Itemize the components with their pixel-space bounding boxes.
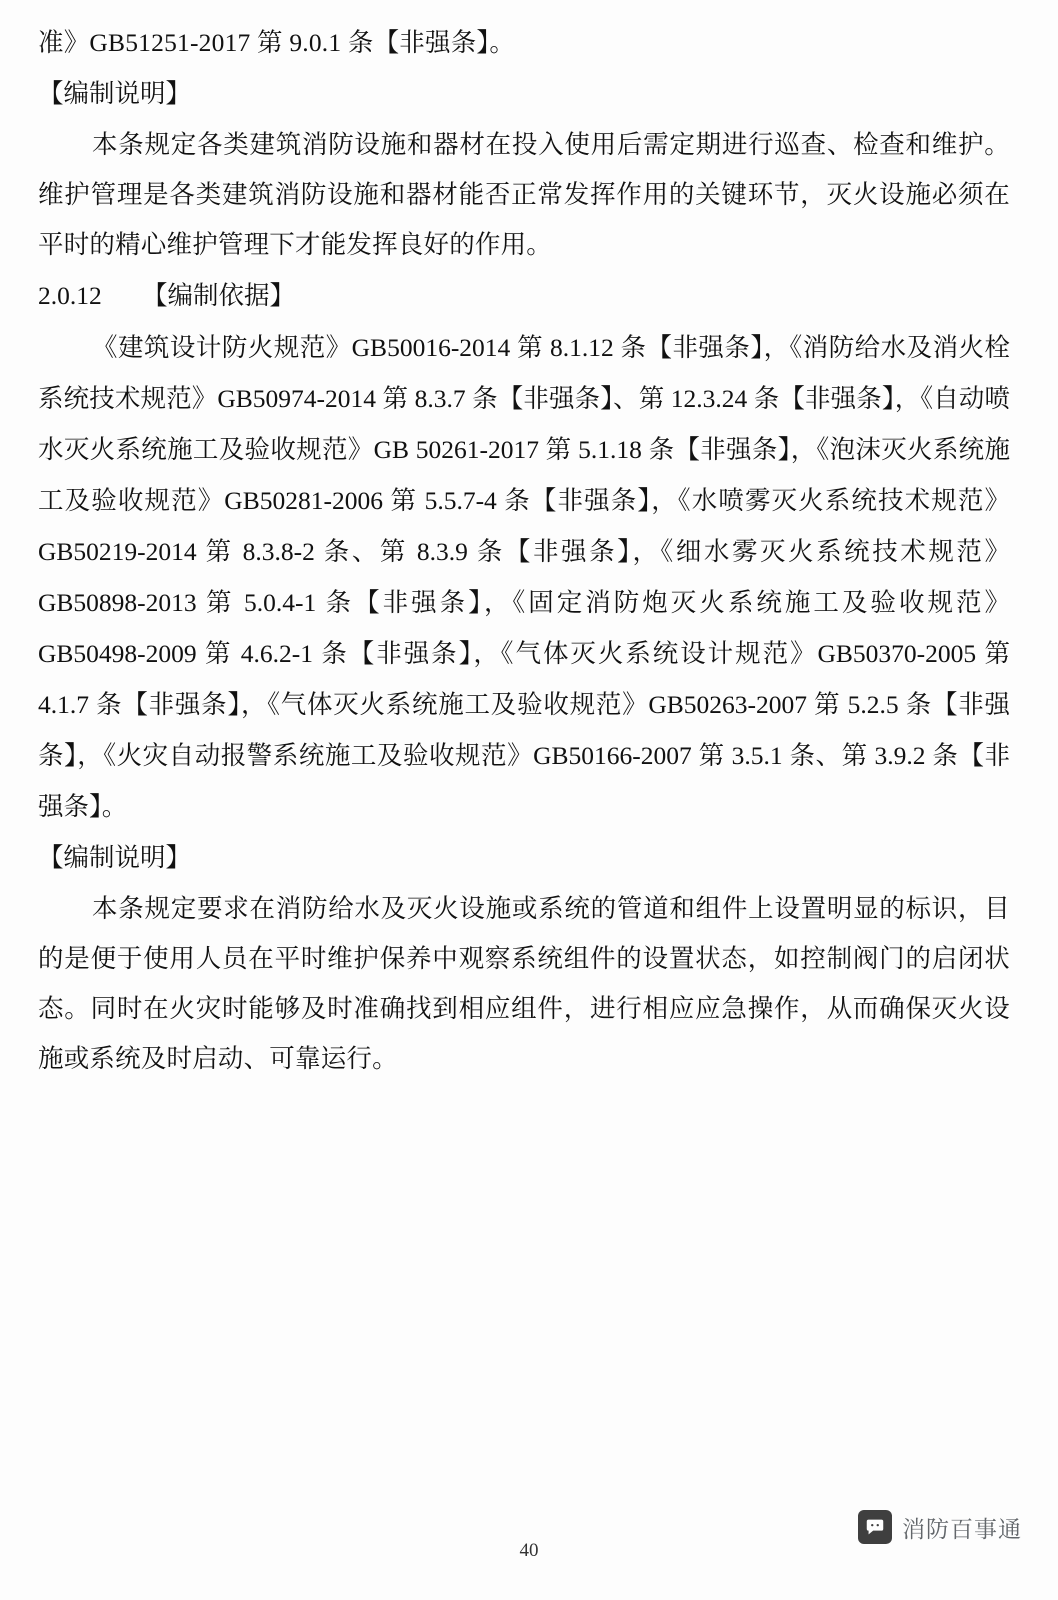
clause-number: 2.0.12 xyxy=(38,281,102,310)
clause-title: 【编制依据】 xyxy=(142,281,296,310)
paragraph-standard-references: 《建筑设计防火规范》GB50016-2014 第 8.1.12 条【非强条】，《消防给水及消火栓系统技术规范》GB50974-2014 第 8.3.7 条【非强条】、第 12.3.24 条【非强条】，《自动喷水灭火系统施工及验收规范》GB 50261-2017 第 5.1.18 条【非强条】，《泡沫灭火系统施工及验收规范》GB50281-2006 第 5.5.7-4 条【非强条】，《水喷雾灭火系统技术规范》GB50219-2014 第 8.3.8-2 条、第 8.3.9 条【非强条】，《细水雾灭火系统技术规范》GB50898-2013 第 5.0.4-1 条【非强条】，《固定消防炮灭火系统施工及验收规范》GB50498-2009 第 4.6.2-1 条【非强条】，《气体灭火系统设计规范》GB50370-2005 第 4.1.7 条【非强条】，《气体灭火系统施工及验收规范》GB50263-2007 第 5.2.5 条【非强条】，《火灾自动报警系统施工及验收规范》GB50166-2007 第 3.5.1 条、第 3.9.2 条【非强条】。 xyxy=(38,333,1010,821)
section-heading-compilation-notes-2: 【编制说明】 xyxy=(38,843,192,872)
page-body xyxy=(38,18,1010,1084)
page-number: 40 xyxy=(519,1540,539,1561)
paragraph-continuation-standard: 准》GB51251-2017 第 9.0.1 条【非强条】。 xyxy=(38,28,516,57)
paragraph-maintenance-explanation: 本条规定各类建筑消防设施和器材在投入使用后需定期进行巡查、检查和维护。维护管理是各类建筑消防设施和器材能否正常发挥作用的关键环节，灭火设施必须在平时的精心维护管理下才能发挥良好的作用。 xyxy=(38,130,1010,259)
paragraph-marking-explanation: 本条规定要求在消防给水及灭火设施或系统的管道和组件上设置明显的标识，目的是便于使用人员在平时维护保养中观察系统组件的设置状态，如控制阀门的启闭状态。同时在火灾时能够及时准确找到相应组件，进行相应应急操作，从而确保灭火设施或系统及时启动、可靠运行。 xyxy=(38,894,1010,1073)
watermark-label: 消防百事通 xyxy=(902,1515,1022,1542)
watermark xyxy=(858,1510,1022,1544)
chat-bubble-icon xyxy=(858,1510,892,1544)
clause-heading-2-0-12 xyxy=(38,270,1010,322)
section-heading-compilation-notes-1: 【编制说明】 xyxy=(38,79,192,108)
